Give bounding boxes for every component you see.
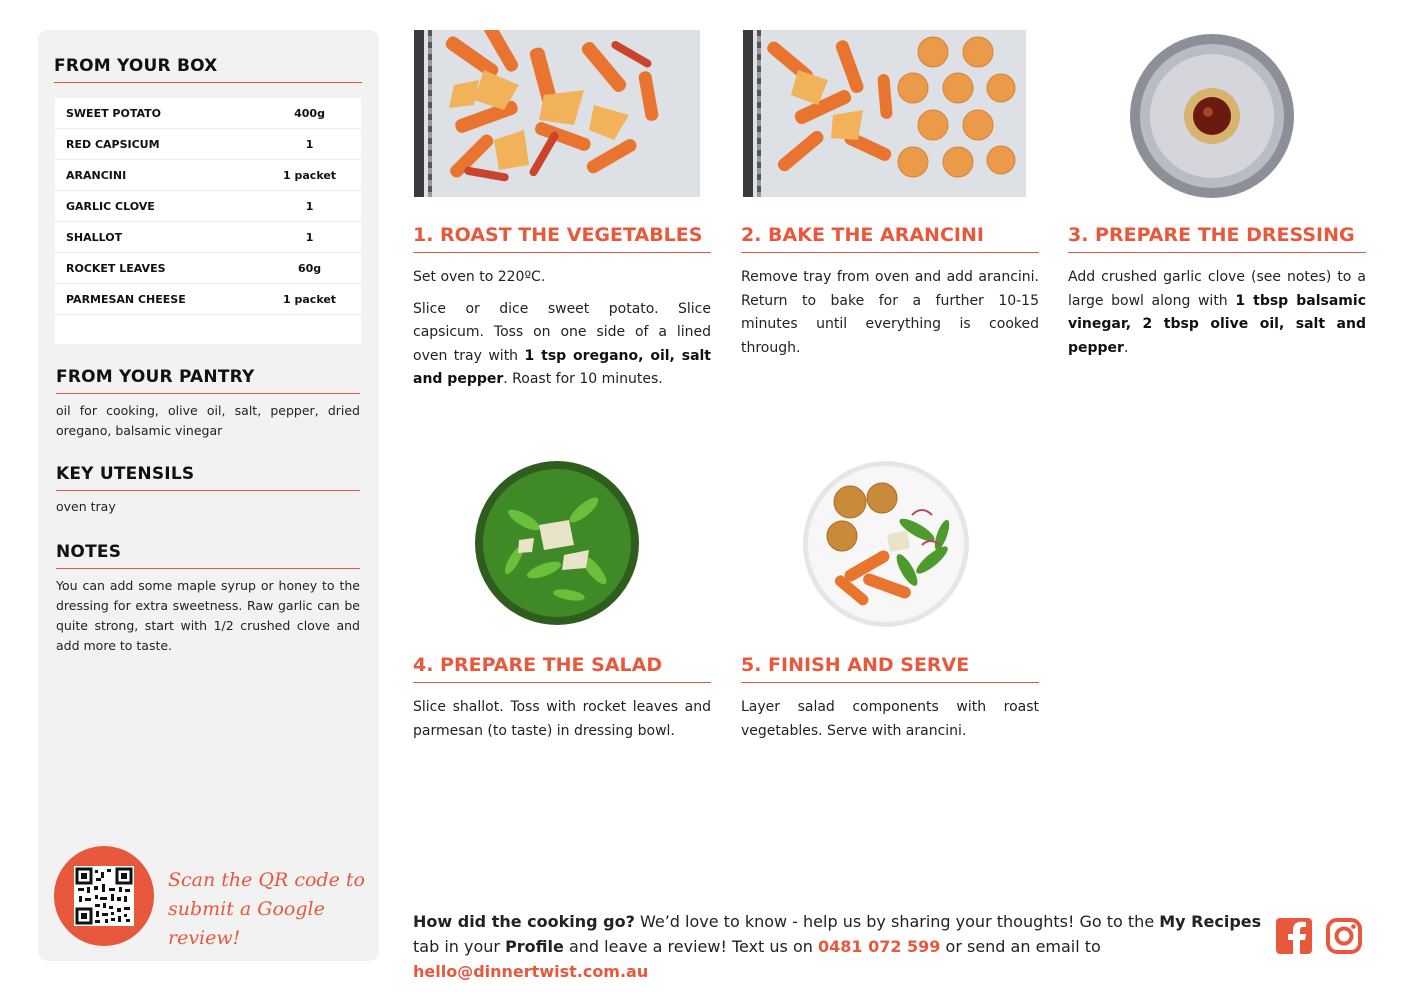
ingredient-name: ARANCINI bbox=[66, 168, 127, 182]
qr-caption-line2: submit a Google review! bbox=[168, 898, 325, 949]
step-1-text-bold: 1 tsp oregano, oil, salt and pepper bbox=[413, 347, 712, 387]
review-text-3: and leave a review! Text us on bbox=[563, 937, 818, 956]
dressing-bowl-photo bbox=[1128, 32, 1296, 200]
step-1-text-a: Slice or dice sweet potato. Slice capsicum. Toss on one side of a lined oven tray with bbox=[413, 300, 711, 364]
step-5-title: 5. FINISH AND SERVE bbox=[741, 654, 1039, 683]
step-3-text bbox=[1068, 266, 1366, 368]
bake-arancini-photo bbox=[743, 30, 1026, 197]
review-text-2: tab in your bbox=[413, 937, 506, 956]
qr-code[interactable] bbox=[74, 866, 134, 926]
instagram-icon[interactable] bbox=[1326, 918, 1362, 954]
ingredients-table bbox=[55, 98, 361, 344]
finished-plate-photo bbox=[802, 460, 970, 628]
step-3-text-b: . bbox=[1123, 339, 1129, 356]
from-your-box-heading: FROM YOUR BOX bbox=[54, 56, 362, 83]
ingredient-row bbox=[55, 129, 361, 160]
step-1-instructions bbox=[413, 298, 711, 392]
facebook-icon[interactable] bbox=[1276, 918, 1312, 954]
step-5-text bbox=[741, 696, 1039, 751]
ingredient-row bbox=[55, 191, 361, 222]
ingredient-qty: 1 bbox=[305, 199, 314, 213]
step-3-title: 3. PREPARE THE DRESSING bbox=[1068, 224, 1366, 253]
notes-text: You can add some maple syrup or honey to the dressing for extra sweetness. Raw garlic can be quite strong, start with 1/2 crushed clove and add more to taste. bbox=[56, 578, 360, 653]
ingredient-qty: 1 bbox=[305, 230, 314, 244]
ingredient-qty: 60g bbox=[297, 261, 322, 275]
step-5-instructions: Layer salad components with roast vegetables. Serve with arancini. bbox=[741, 699, 1039, 739]
notes-heading: NOTES bbox=[56, 542, 360, 569]
key-utensils-heading: KEY UTENSILS bbox=[56, 464, 360, 491]
review-text-4: or send an email to bbox=[940, 937, 1101, 956]
ingredient-name: SHALLOT bbox=[66, 230, 123, 244]
ingredient-row bbox=[55, 253, 361, 284]
step-1-oven-temp: Set oven to 220ºC. bbox=[413, 269, 546, 285]
qr-caption-line1: Scan the QR code to bbox=[168, 869, 365, 891]
ingredient-name: RED CAPSICUM bbox=[66, 137, 160, 151]
profile-label: Profile bbox=[505, 937, 564, 956]
step-1-text-b: . Roast for 10 minutes. bbox=[503, 371, 663, 387]
ingredient-name: ROCKET LEAVES bbox=[66, 261, 166, 275]
step-1-title: 1. ROAST THE VEGETABLES bbox=[413, 224, 711, 253]
from-your-pantry-heading: FROM YOUR PANTRY bbox=[56, 367, 360, 394]
salad-bowl-photo bbox=[474, 460, 640, 626]
email-link[interactable]: hello@dinnertwist.com.au bbox=[413, 962, 649, 981]
ingredient-row bbox=[55, 98, 361, 129]
phone-number[interactable]: 0481 072 599 bbox=[817, 937, 941, 956]
qr-code-badge[interactable] bbox=[54, 846, 154, 946]
step-3-text-a: Add crushed garlic clove (see notes) to a large bowl along with bbox=[1068, 269, 1366, 309]
qr-caption bbox=[168, 866, 368, 953]
ingredient-row bbox=[55, 222, 361, 253]
step-2-text bbox=[741, 266, 1039, 368]
review-question: How did the cooking go? bbox=[413, 912, 635, 931]
ingredient-name: PARMESAN CHEESE bbox=[66, 292, 186, 306]
ingredient-row bbox=[55, 160, 361, 191]
pantry-items-text: oil for cooking, olive oil, salt, pepper, dried oregano, balsamic vinegar bbox=[56, 403, 360, 438]
ingredient-qty: 1 bbox=[305, 137, 314, 151]
ingredient-qty: 400g bbox=[294, 106, 325, 120]
review-prompt bbox=[413, 909, 1263, 984]
step-2-title: 2. BAKE THE ARANCINI bbox=[741, 224, 1039, 253]
ingredients-sidebar bbox=[38, 30, 379, 961]
step-1-text bbox=[413, 266, 711, 400]
step-3-instructions bbox=[1068, 266, 1366, 360]
ingredient-row bbox=[55, 284, 361, 315]
my-recipes-label: My Recipes bbox=[1159, 912, 1262, 931]
step-2-instructions: Remove tray from oven and add arancini. Return to bake for a further 10-15 minutes until everything is cooked through. bbox=[741, 269, 1039, 356]
utensils-text: oven tray bbox=[56, 499, 116, 514]
step-4-title: 4. PREPARE THE SALAD bbox=[413, 654, 711, 683]
roast-vegetables-photo bbox=[414, 30, 700, 197]
step-4-text bbox=[413, 696, 711, 751]
step-4-instructions: Slice shallot. Toss with rocket leaves and parmesan (to taste) in dressing bowl. bbox=[413, 699, 711, 739]
review-text-1: We’d love to know - help us by sharing your thoughts! Go to the bbox=[634, 912, 1160, 931]
ingredient-name: SWEET POTATO bbox=[66, 106, 161, 120]
ingredient-qty: 1 packet bbox=[283, 168, 337, 182]
ingredient-name: GARLIC CLOVE bbox=[66, 199, 155, 213]
ingredient-qty: 1 packet bbox=[283, 292, 337, 306]
step-3-text-bold: 1 tbsp balsamic vinegar, 2 tbsp olive oil, salt and pepper bbox=[1068, 292, 1366, 356]
